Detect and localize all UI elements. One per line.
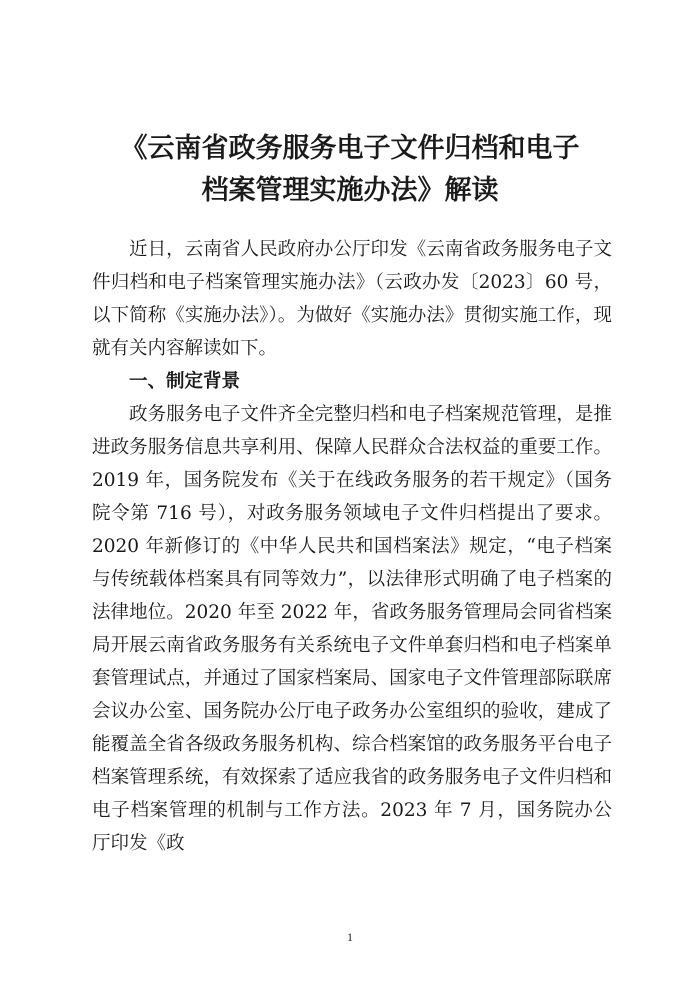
document-title-line-2: 档案管理实施办法》解读 <box>201 175 499 206</box>
section-heading-background: 一、制定背景 <box>129 371 241 392</box>
intro-paragraph: 近日，云南省人民政府办公厅印发《云南省政务服务电子文件归档和电子档案管理实施办法》（云政办发〔2023〕60 号，以下简称《实施办法》）。为做好《实施办法》贯彻实施工作，现就有关内容解读如下。 <box>92 239 612 359</box>
document-title-line-1: 《云南省政务服务电子文件归档和电子 <box>120 133 580 164</box>
page-number: 1 <box>347 930 353 944</box>
background-paragraph: 政务服务电子文件齐全完整归档和电子档案规范管理，是推进政务服务信息共享利用、保障人民群众合法权益的重要工作。2019 年，国务院发布《关于在线政务服务的若干规定》（国务院令第 716 号），对政务服务领域电子文件归档提出了要求。2020 年新修订的《中华人民共和国档案法》规定，“电子档案与传统载体档案具有同等效力”，以法律形式明确了电子档案的法律地位。2020 年至 2022 年，省政务服务管理局会同省档案局开展云南省政务服务有关系统电子文件单套归档和电子档案单套管理试点，并通过了国家档案局、国家电子文件管理部际联席会议办公室、国务院办公厅电子政务办公室组织的验收，建成了能覆盖全省各级政务服务机构、综合档案馆的政务服务平台电子档案管理系统，有效探索了适应我省的政务服务电子文件归档和电子档案管理的机制与工作方法。2023 年 7 月，国务院办公厅印发《政 <box>92 404 612 854</box>
document-body <box>92 233 612 860</box>
